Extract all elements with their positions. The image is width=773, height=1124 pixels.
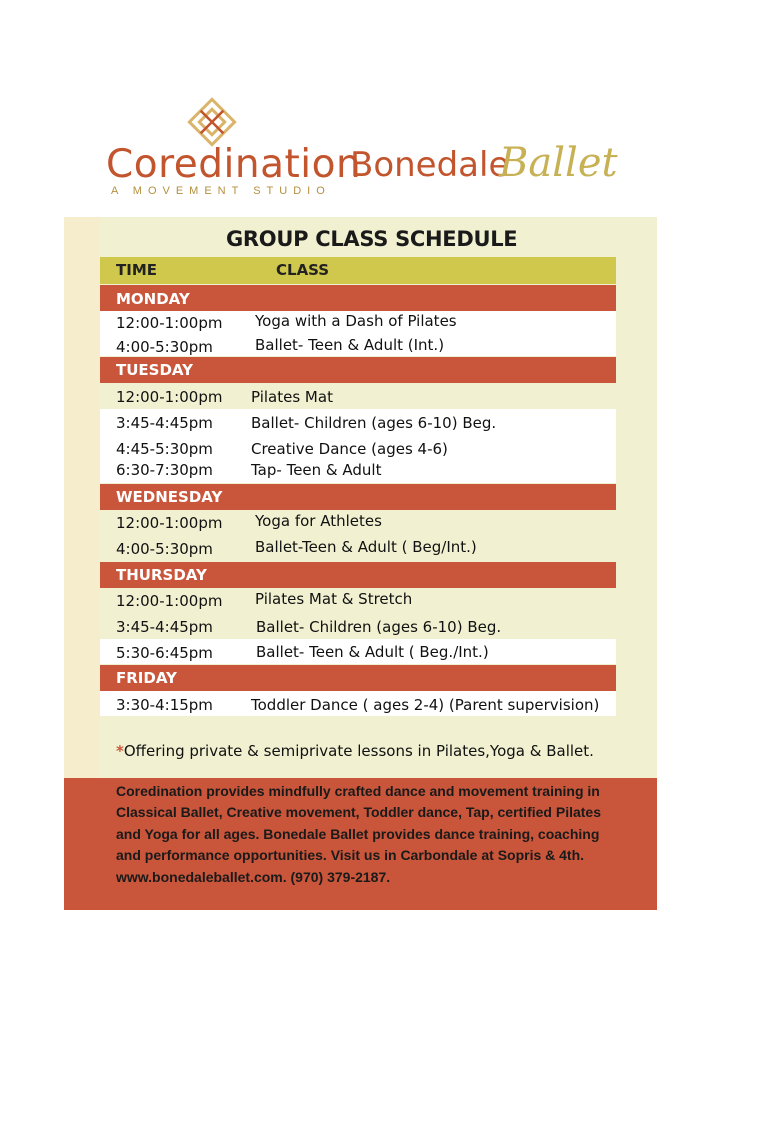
note-star: * <box>116 742 124 760</box>
day-label-friday: FRIDAY <box>116 669 177 687</box>
time-cell: 12:00-1:00pm <box>116 314 223 332</box>
note-text: Offering private & semiprivate lessons in Pilates,Yoga & Ballet. <box>123 742 594 760</box>
day-label-monday: MONDAY <box>116 290 190 308</box>
time-cell: 12:00-1:00pm <box>116 592 223 610</box>
studio-tagline: A MOVEMENT STUDIO <box>111 185 331 197</box>
class-cell: Pilates Mat & Stretch <box>255 590 413 608</box>
class-cell: Ballet- Children (ages 6-10) Beg. <box>256 618 502 636</box>
column-header-bar <box>100 257 616 284</box>
column-header-class: CLASS <box>276 261 330 279</box>
time-cell: 4:00-5:30pm <box>116 540 213 558</box>
time-cell: 4:45-5:30pm <box>116 440 213 458</box>
time-cell: 5:30-6:45pm <box>116 644 213 662</box>
class-cell: Yoga with a Dash of Pilates <box>255 312 457 330</box>
card-left-strip <box>64 217 100 778</box>
footer-description: Coredination provides mindfully crafted dance and movement training in Classical Ballet, Creative movement, Toddler dance, Tap, certified Pilates and Yoga for all ages. Bonedale Ballet provides dance training, coaching and performance opportunities. Visit us in Carbondale at Sopris & 4th. www.bonedaleballet.com. (970) 379-2187. <box>116 783 601 885</box>
day-label-tuesday: TUESDAY <box>116 361 193 379</box>
class-cell: Toddler Dance ( ages 2-4) (Parent supervision) <box>251 696 600 714</box>
class-cell: Ballet- Children (ages 6-10) Beg. <box>251 414 497 432</box>
time-cell: 3:45-4:45pm <box>116 414 213 432</box>
company-name-second: Ballet <box>499 140 618 186</box>
endless-knot-icon <box>181 97 243 147</box>
private-lessons-note <box>116 742 594 760</box>
studio-name: Coredination <box>106 142 362 187</box>
class-cell: Ballet-Teen & Adult ( Beg/Int.) <box>255 538 477 556</box>
class-cell: Tap- Teen & Adult <box>251 461 382 479</box>
time-cell: 3:30-4:15pm <box>116 696 213 714</box>
day-label-wednesday: WEDNESDAY <box>116 488 223 506</box>
time-cell: 12:00-1:00pm <box>116 388 223 406</box>
time-cell: 4:00-5:30pm <box>116 338 213 356</box>
class-cell: Ballet- Teen & Adult (Int.) <box>255 336 445 354</box>
class-cell: Pilates Mat <box>251 388 333 406</box>
time-cell: 3:45-4:45pm <box>116 618 213 636</box>
day-label-thursday: THURSDAY <box>116 566 207 584</box>
class-cell: Creative Dance (ages 4-6) <box>251 440 448 458</box>
time-cell: 6:30-7:30pm <box>116 461 213 479</box>
schedule-title: GROUP CLASS SCHEDULE <box>226 227 518 251</box>
class-cell: Ballet- Teen & Adult ( Beg./Int.) <box>256 643 489 661</box>
time-cell: 12:00-1:00pm <box>116 514 223 532</box>
company-name-first: Bonedale <box>350 145 510 185</box>
class-cell: Yoga for Athletes <box>255 512 382 530</box>
column-header-time: TIME <box>116 261 157 279</box>
day-bar-friday <box>100 665 616 691</box>
